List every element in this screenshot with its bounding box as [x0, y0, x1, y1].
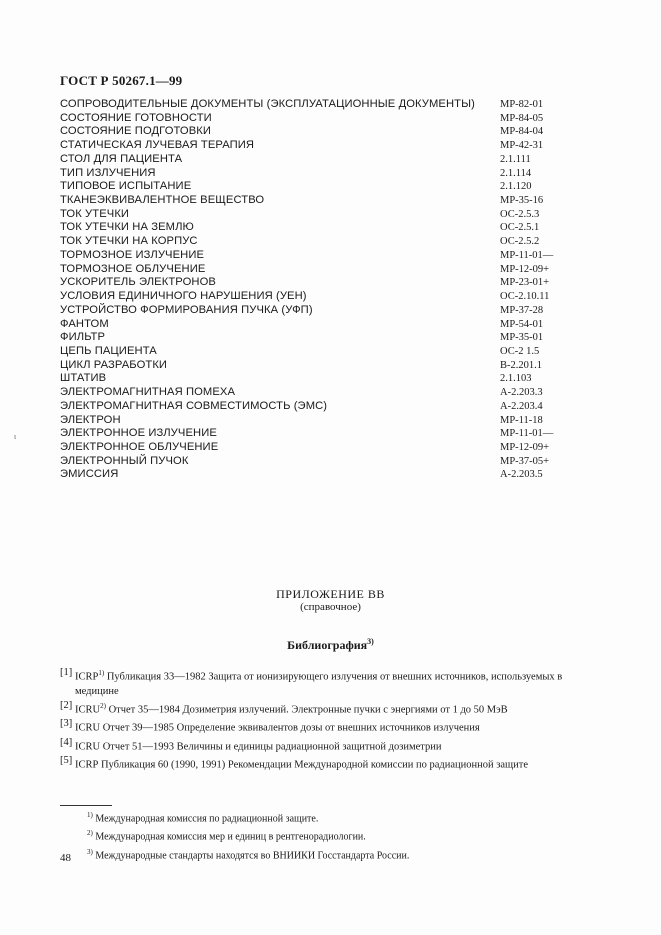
bibliography-item-footnote-mark: 2) [100, 701, 106, 710]
term-index-table [60, 98, 600, 482]
index-row [60, 208, 600, 222]
bibliography-item [60, 699, 605, 718]
index-row [60, 372, 600, 386]
index-row [60, 249, 600, 263]
index-code: В-2.201.1 [500, 359, 542, 371]
index-row [60, 455, 600, 469]
bibliography-title-text: Библиография [287, 638, 368, 652]
footnote-text: Международная комиссия по радиационной защите. [92, 813, 319, 825]
footnote-divider [60, 805, 112, 806]
index-code: МР-11-18 [500, 414, 543, 426]
index-term: ТОК УТЕЧКИ НА ЗЕМЛЮ [60, 221, 194, 234]
bibliography-item-org: ICRU [75, 704, 101, 715]
index-row [60, 153, 600, 167]
footnote-mark: 2) [87, 829, 93, 838]
bibliography-item [60, 666, 605, 699]
index-term: ЭЛЕКТРОН [60, 413, 121, 426]
bibliography-item-number: [3] [60, 718, 73, 729]
index-term: УСТРОЙСТВО ФОРМИРОВАНИЯ ПУЧКА (УФП) [60, 303, 313, 316]
index-term: ЭЛЕКТРОННОЕ ОБЛУЧЕНИЕ [60, 440, 219, 453]
index-row [60, 276, 600, 290]
index-code: 2.1.114 [500, 167, 532, 179]
index-term: ЭЛЕКТРОННЫЙ ПУЧОК [60, 454, 189, 467]
index-term: ФИЛЬТР [60, 331, 106, 344]
bibliography-item-text: Публикация 60 (1990, 1991) Рекомендации Международной комиссии по радиационной защите [98, 759, 528, 771]
index-term: УСЛОВИЯ ЕДИНИЧНОГО НАРУШЕНИЯ (УЕН) [60, 290, 307, 303]
index-code: МР-35-16 [500, 195, 544, 207]
bibliography-item-org: ICRP [75, 671, 99, 683]
bibliography-item-org: ICRU [75, 722, 101, 734]
index-row [60, 386, 600, 400]
index-row [60, 139, 600, 153]
index-row [60, 304, 600, 318]
bibliography-item-number: [5] [60, 755, 73, 766]
bibliography-item-number: [4] [60, 736, 73, 748]
index-row [60, 98, 600, 112]
index-row [60, 290, 600, 304]
index-code: МР-54-01 [500, 318, 544, 330]
index-code: ОС-2.10.11 [500, 291, 550, 303]
index-term: ТОРМОЗНОЕ ИЗЛУЧЕНИЕ [60, 248, 205, 261]
index-code: А-2.203.3 [500, 387, 543, 399]
index-code: 2.1.103 [500, 373, 532, 385]
footnote-mark: 3) [87, 847, 93, 856]
index-code: ОС-2.5.2 [500, 236, 540, 248]
index-term: ЭЛЕКТРОМАГНИТНАЯ СОВМЕСТИМОСТЬ (ЭМС) [60, 399, 328, 412]
footnote [87, 808, 409, 826]
index-code: МР-11-01— [500, 428, 554, 440]
index-row [60, 221, 600, 235]
index-term: ТОРМОЗНОЕ ОБЛУЧЕНИЕ [60, 262, 206, 275]
bibliography-item-text: Отчет 39—1985 Определение эквивалентов дозы от внешних источников излучения [100, 722, 480, 734]
bibliography-list [60, 666, 605, 773]
index-term: СТОЛ ДЛЯ ПАЦИЕНТА [60, 152, 183, 165]
index-code: МР-82-01 [500, 99, 544, 110]
index-term: ТОК УТЕЧКИ НА КОРПУС [60, 235, 198, 248]
index-row [60, 400, 600, 414]
stray-mark: ι [14, 432, 17, 441]
index-row [60, 180, 600, 194]
index-term: СОСТОЯНИЕ ГОТОВНОСТИ [60, 111, 212, 124]
footnote-text: Международная комиссия мер и единиц в рентгенорадиологии. [92, 831, 366, 843]
index-term: ЭМИССИЯ [60, 468, 119, 481]
index-term: ТОК УТЕЧКИ [60, 207, 130, 220]
index-code: МР-35-01 [500, 332, 544, 344]
index-code: МР-42-31 [500, 140, 544, 152]
index-row [60, 235, 600, 249]
index-row [60, 414, 600, 428]
index-row [60, 468, 600, 482]
bibliography-item-number: [2] [60, 699, 73, 711]
footnotes [87, 808, 409, 863]
index-term: ЦИКЛ РАЗРАБОТКИ [60, 358, 168, 371]
appendix-title: ПРИЛОЖЕНИЕ ВВ [276, 587, 385, 601]
index-term: ТИПОВОЕ ИСПЫТАНИЕ [60, 180, 192, 193]
bibliography-title-footnote-mark: 3) [367, 637, 374, 646]
index-term: ШТАТИВ [60, 372, 107, 385]
footnote [87, 845, 409, 863]
bibliography-item [60, 736, 605, 755]
index-term: ФАНТОМ [60, 317, 109, 330]
index-row [60, 427, 600, 441]
index-row [60, 318, 600, 332]
index-code: МР-11-01— [500, 249, 554, 261]
bibliography-item [60, 754, 605, 773]
footnote-text: Международные стандарты находятся во ВНИИКИ Госстандарта России. [92, 849, 410, 861]
index-code: 2.1.120 [500, 181, 532, 193]
index-row [60, 125, 600, 139]
index-term: ЦЕПЬ ПАЦИЕНТА [60, 344, 157, 357]
index-term: СОСТОЯНИЕ ПОДГОТОВКИ [60, 125, 212, 138]
index-term: УСКОРИТЕЛЬ ЭЛЕКТРОНОВ [60, 276, 216, 289]
index-code: ОС-2.5.3 [500, 208, 540, 220]
index-code: МР-12-09+ [500, 263, 550, 275]
index-term: ТКАНЕЭКВИВАЛЕНТНОЕ ВЕЩЕСТВО [60, 194, 265, 207]
appendix-subtitle: (справочное) [300, 601, 361, 613]
document-header: ГОСТ Р 50267.1—99 [60, 73, 183, 88]
index-code: ОС-2.5.1 [500, 222, 540, 234]
index-code: МР-84-04 [500, 126, 544, 138]
index-code: МР-37-05+ [500, 455, 550, 467]
index-term: ТИП ИЗЛУЧЕНИЯ [60, 166, 156, 179]
index-row [60, 167, 600, 181]
bibliography-title [0, 637, 661, 653]
index-row [60, 359, 600, 373]
bibliography-item-number: [1] [60, 667, 73, 678]
index-row [60, 112, 600, 126]
bibliography-item-footnote-mark: 1) [98, 669, 105, 677]
footnote [87, 826, 409, 844]
index-term: ЭЛЕКТРОННОЕ ИЗЛУЧЕНИЕ [60, 427, 217, 440]
index-code: МР-23-01+ [500, 277, 550, 289]
bibliography-item-text: Отчет 35—1984 Дозиметрия излучений. Электронные пучки с энергиями от 1 до 50 МэВ [105, 704, 508, 715]
index-term: СТАТИЧЕСКАЯ ЛУЧЕВАЯ ТЕРАПИЯ [60, 139, 255, 152]
index-row [60, 441, 600, 455]
index-row [60, 194, 600, 208]
bibliography-item-text: Отчет 51—1993 Величины и единицы радиационной защитной дозиметрии [100, 741, 442, 752]
index-code: МР-12-09+ [500, 441, 550, 453]
index-row [60, 331, 600, 345]
index-code: А-2.203.5 [500, 469, 543, 481]
index-code: А-2.203.4 [500, 400, 543, 412]
bibliography-item-org: ICRP [75, 759, 99, 771]
index-code: ОС-2 1.5 [500, 345, 540, 357]
page-number: 48 [60, 852, 71, 864]
index-row [60, 263, 600, 277]
bibliography-item-text: Публикация 33—1982 Защита от ионизирующего излучения от внешних источников, используемых в медицине [75, 671, 563, 697]
footnote-mark: 1) [87, 811, 93, 819]
index-term: ЭЛЕКТРОМАГНИТНАЯ ПОМЕХА [60, 386, 236, 399]
index-term: СОПРОВОДИТЕЛЬНЫЕ ДОКУМЕНТЫ (ЭКСПЛУАТАЦИОННЫЕ ДОКУМЕНТЫ) [60, 98, 475, 110]
index-code: МР-84-05 [500, 112, 544, 124]
index-code: 2.1.111 [500, 153, 531, 165]
index-code: МР-37-28 [500, 304, 544, 316]
bibliography-item-org: ICRU [75, 741, 101, 752]
index-row [60, 345, 600, 359]
bibliography-item [60, 717, 605, 736]
